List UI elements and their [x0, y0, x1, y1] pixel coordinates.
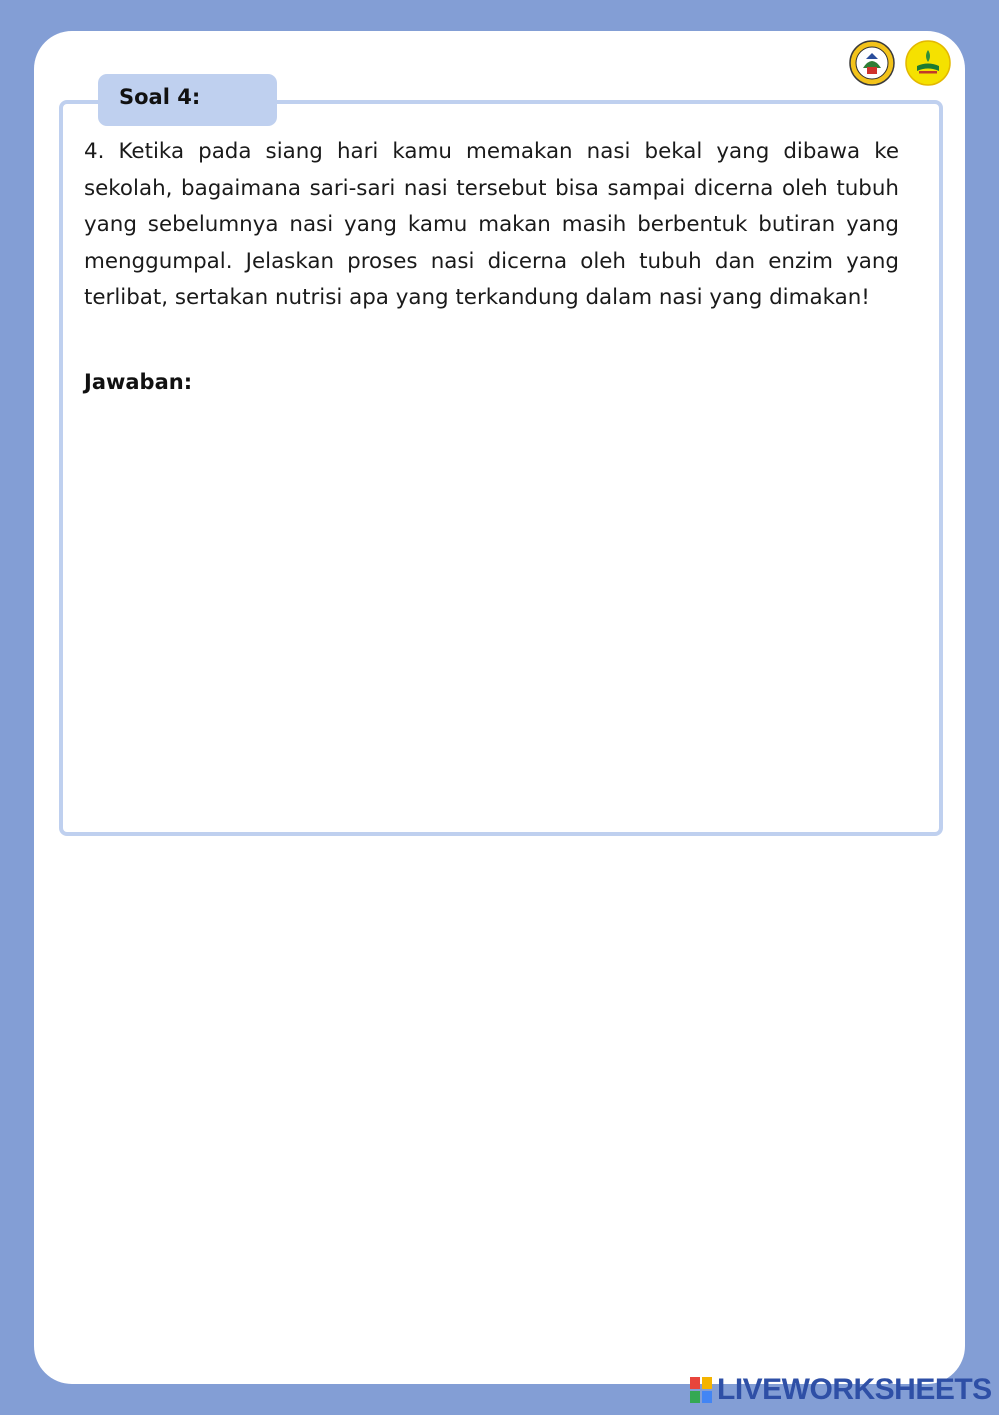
faculty-emblem-logo-icon	[905, 40, 951, 86]
liveworksheets-watermark	[690, 1375, 992, 1405]
worksheet-page	[34, 31, 965, 1384]
watermark-text: LIVEWORKSHEETS	[717, 1373, 992, 1406]
answer-label: Jawaban:	[84, 370, 193, 394]
question-text: 4. Ketika pada siang hari kamu memakan nasi bekal yang dibawa ke sekolah, bagaimana sari-sari nasi tersebut bisa sampai dicerna oleh tubuh yang sebelumnya nasi yang kamu makan masih berbentuk butiran yang menggumpal. Jelaskan proses nasi dicerna oleh tubuh dan enzim yang terlibat, sertakan nutrisi apa yang terkandung dalam nasi yang dimakan!	[84, 139, 899, 311]
header-logos	[849, 40, 951, 86]
question-number-tab: Soal 4:	[98, 74, 277, 126]
school-seal-logo-icon	[849, 40, 895, 86]
liveworksheets-blocks-icon	[690, 1377, 712, 1403]
